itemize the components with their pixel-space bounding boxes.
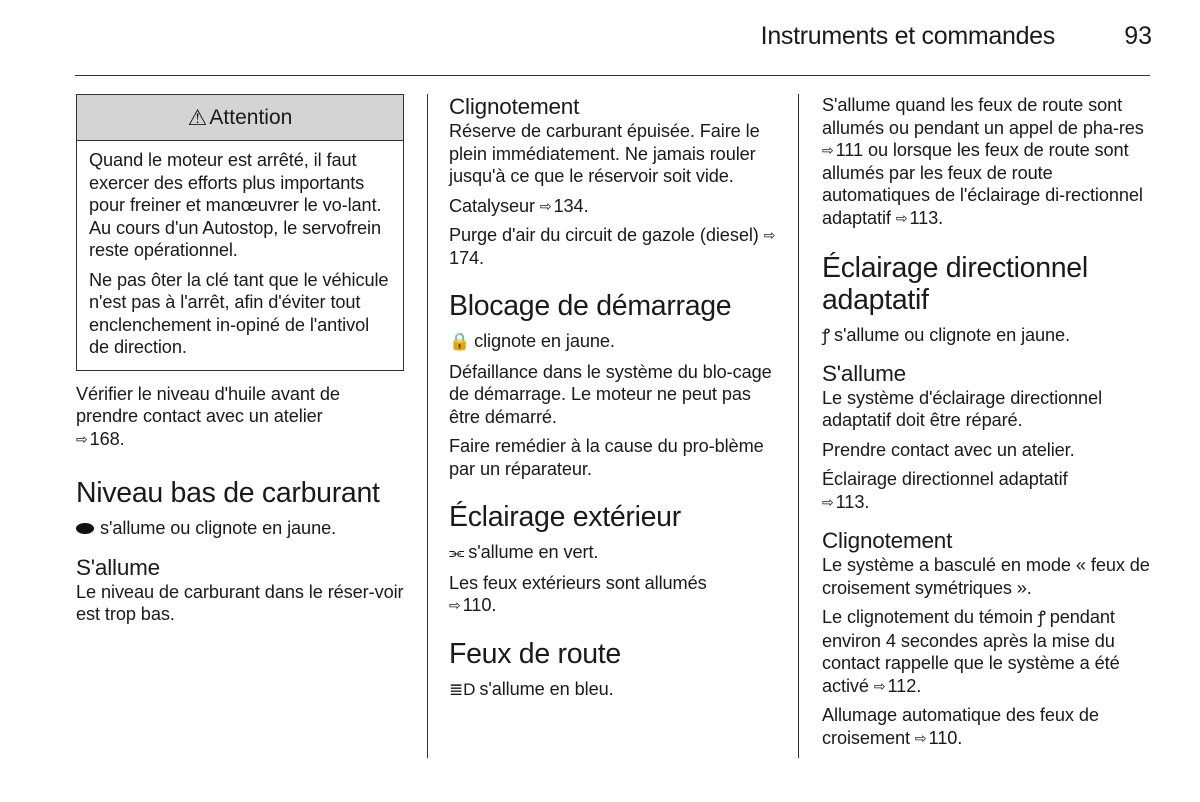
- high-beam-indicator-text: s'allume en bleu.: [479, 678, 614, 699]
- page-ref-arrow-icon: ⇨: [449, 597, 461, 613]
- high-beam-ref-2: 113.: [909, 207, 944, 228]
- adaptive-blinking-text-3: Allumage automatique des feux de croisement: [822, 705, 1099, 748]
- oil-check-ref: 168.: [89, 428, 125, 449]
- column-divider-1: [427, 94, 428, 758]
- immobiliser-icon: 🔒: [449, 332, 471, 351]
- adaptive-blinking-text-b: pendant environ 4 secondes après la mise du contact rappelle que le système a été activé: [822, 607, 1120, 696]
- high-beam-paragraph: [822, 94, 1152, 229]
- adaptive-on-paragraph-3: [822, 468, 1152, 513]
- warning-paragraph-1: Quand le moteur est arrêté, il faut exercer des efforts plus importants pour freiner et manœuvrer le vo-lant. Au cours d'un Autostop, le servofrein reste opérationnel.: [89, 150, 382, 260]
- exterior-lighting-text: Les feux extérieurs sont allumés: [449, 572, 707, 593]
- page-ref-arrow-icon: ⇨: [76, 430, 88, 447]
- high-beam-text-b: ou lorsque les feux de route sont allumés par les feux de route automatiques de l'éclairage di-rectionnel adaptatif: [822, 140, 1143, 228]
- page-header-title: Instruments et commandes: [760, 22, 1055, 50]
- low-fuel-indicator-line: [76, 517, 404, 540]
- subheading-fuel-lights-on: S'allume: [76, 554, 160, 580]
- adaptive-on-paragraph-2: Prendre contact avec un atelier.: [822, 439, 1075, 460]
- page-ref-arrow-icon: ⇨: [914, 729, 927, 746]
- immobiliser-indicator-text: clignote en jaune.: [474, 331, 615, 351]
- exterior-lighting-ref: 110.: [462, 595, 497, 615]
- adaptive-blinking-paragraph-1: Le système a basculé en mode « feux de croisement symétriques ».: [822, 555, 1150, 598]
- adaptive-lighting-indicator-text: s'allume ou clignote en jaune.: [833, 325, 1071, 345]
- exterior-lighting-paragraph: [449, 572, 779, 617]
- warning-paragraph-2: Ne pas ôter la clé tant que le véhicule n'est pas à l'arrêt, afin d'éviter tout enclenchement in-opiné de l'antivol de direction.: [89, 269, 389, 357]
- page-ref-arrow-icon: ⇨: [895, 209, 908, 226]
- page-ref-arrow-icon: ⇨: [539, 197, 552, 214]
- immobiliser-paragraph-1: Défaillance dans le système du blo-cage de démarrage. Le moteur ne peut pas être démarré.: [449, 361, 772, 427]
- column-2: [449, 94, 779, 708]
- immobiliser-paragraph-2: Faire remédier à la cause du pro-blème par un réparateur.: [449, 436, 764, 479]
- column-divider-2: [798, 94, 799, 758]
- warning-box: [76, 94, 404, 371]
- catalyst-paragraph: [449, 195, 779, 218]
- adaptive-on-ref: 113.: [835, 491, 870, 512]
- adaptive-blinking-paragraph-2: [822, 606, 1152, 697]
- low-fuel-indicator-text: s'allume ou clignote en jaune.: [100, 518, 337, 538]
- page-ref-arrow-icon: ⇨: [822, 142, 834, 158]
- warning-header: [77, 95, 403, 141]
- warning-body: [77, 141, 403, 370]
- warning-triangle-icon: ⚠: [187, 104, 208, 130]
- subheading-fuel-blinking: Clignotement: [449, 94, 580, 119]
- immobiliser-indicator-line: [449, 330, 779, 354]
- high-beam-ref-1: 111: [835, 140, 863, 160]
- fuel-warning-icon: [76, 523, 94, 534]
- oil-check-text: Vérifier le niveau d'huile avant de prendre contact avec un atelier: [76, 383, 340, 426]
- diesel-purge-ref: 174.: [449, 247, 484, 268]
- adaptive-blinking-ref: 112.: [887, 675, 922, 696]
- exterior-lights-icon: ⫘: [449, 543, 465, 562]
- fuel-lights-on-text: Le niveau de carburant dans le réser-voir est trop bas.: [76, 581, 404, 624]
- adaptive-on-paragraph-1: Le système d'éclairage directionnel adaptatif doit être réparé.: [822, 387, 1103, 430]
- high-beam-indicator-line: [449, 678, 779, 702]
- heading-low-fuel: Niveau bas de carburant: [76, 477, 380, 509]
- subheading-adaptive-blinking: Clignotement: [822, 528, 953, 553]
- diesel-purge-text: Purge d'air du circuit de gazole (diesel): [449, 225, 759, 245]
- adaptive-blinking-ref-2: 110.: [928, 727, 963, 748]
- heading-immobiliser: Blocage de démarrage: [449, 290, 732, 322]
- page-ref-arrow-icon: ⇨: [822, 493, 834, 510]
- exterior-lighting-indicator-text: s'allume en vert.: [468, 542, 599, 562]
- diesel-purge-paragraph: [449, 224, 779, 269]
- high-beam-icon: ≣D: [449, 679, 476, 699]
- page-ref-arrow-icon: ⇨: [873, 677, 886, 694]
- adaptive-lighting-indicator-line: [822, 324, 1152, 348]
- catalyst-text: Catalyseur: [449, 195, 535, 216]
- page-ref-arrow-icon: ⇨: [763, 227, 776, 243]
- header-divider: [75, 75, 1150, 76]
- heading-exterior-lighting: Éclairage extérieur: [449, 501, 681, 533]
- exterior-lighting-indicator-line: [449, 541, 779, 565]
- adaptive-blinking-text-a: Le clignotement du témoin: [822, 607, 1033, 627]
- fuel-blinking-text: Réserve de carburant épuisée. Faire le plein immédiatement. Ne jamais rouler jusqu'à ce que le réservoir soit vide.: [449, 121, 760, 186]
- high-beam-text-a: S'allume quand les feux de route sont allumés ou pendant un appel de pha-res: [822, 95, 1144, 138]
- heading-high-beam: Feux de route: [449, 637, 621, 670]
- adaptive-on-text-3: Éclairage directionnel adaptatif: [822, 469, 1068, 489]
- warning-title: Attention: [209, 105, 293, 129]
- catalyst-ref: 134.: [553, 195, 589, 216]
- column-1: [76, 94, 404, 633]
- adaptive-lighting-icon: ꝭ: [822, 326, 830, 345]
- oil-check-paragraph: [76, 383, 404, 451]
- adaptive-blinking-paragraph-3: [822, 704, 1152, 749]
- heading-adaptive-lighting: Éclairage directionnel adaptatif: [822, 252, 1088, 316]
- adaptive-lighting-icon: ꝭ: [1037, 608, 1046, 627]
- column-3: [822, 94, 1152, 756]
- page-number: 93: [1124, 22, 1152, 50]
- subheading-adaptive-on: S'allume: [822, 360, 906, 386]
